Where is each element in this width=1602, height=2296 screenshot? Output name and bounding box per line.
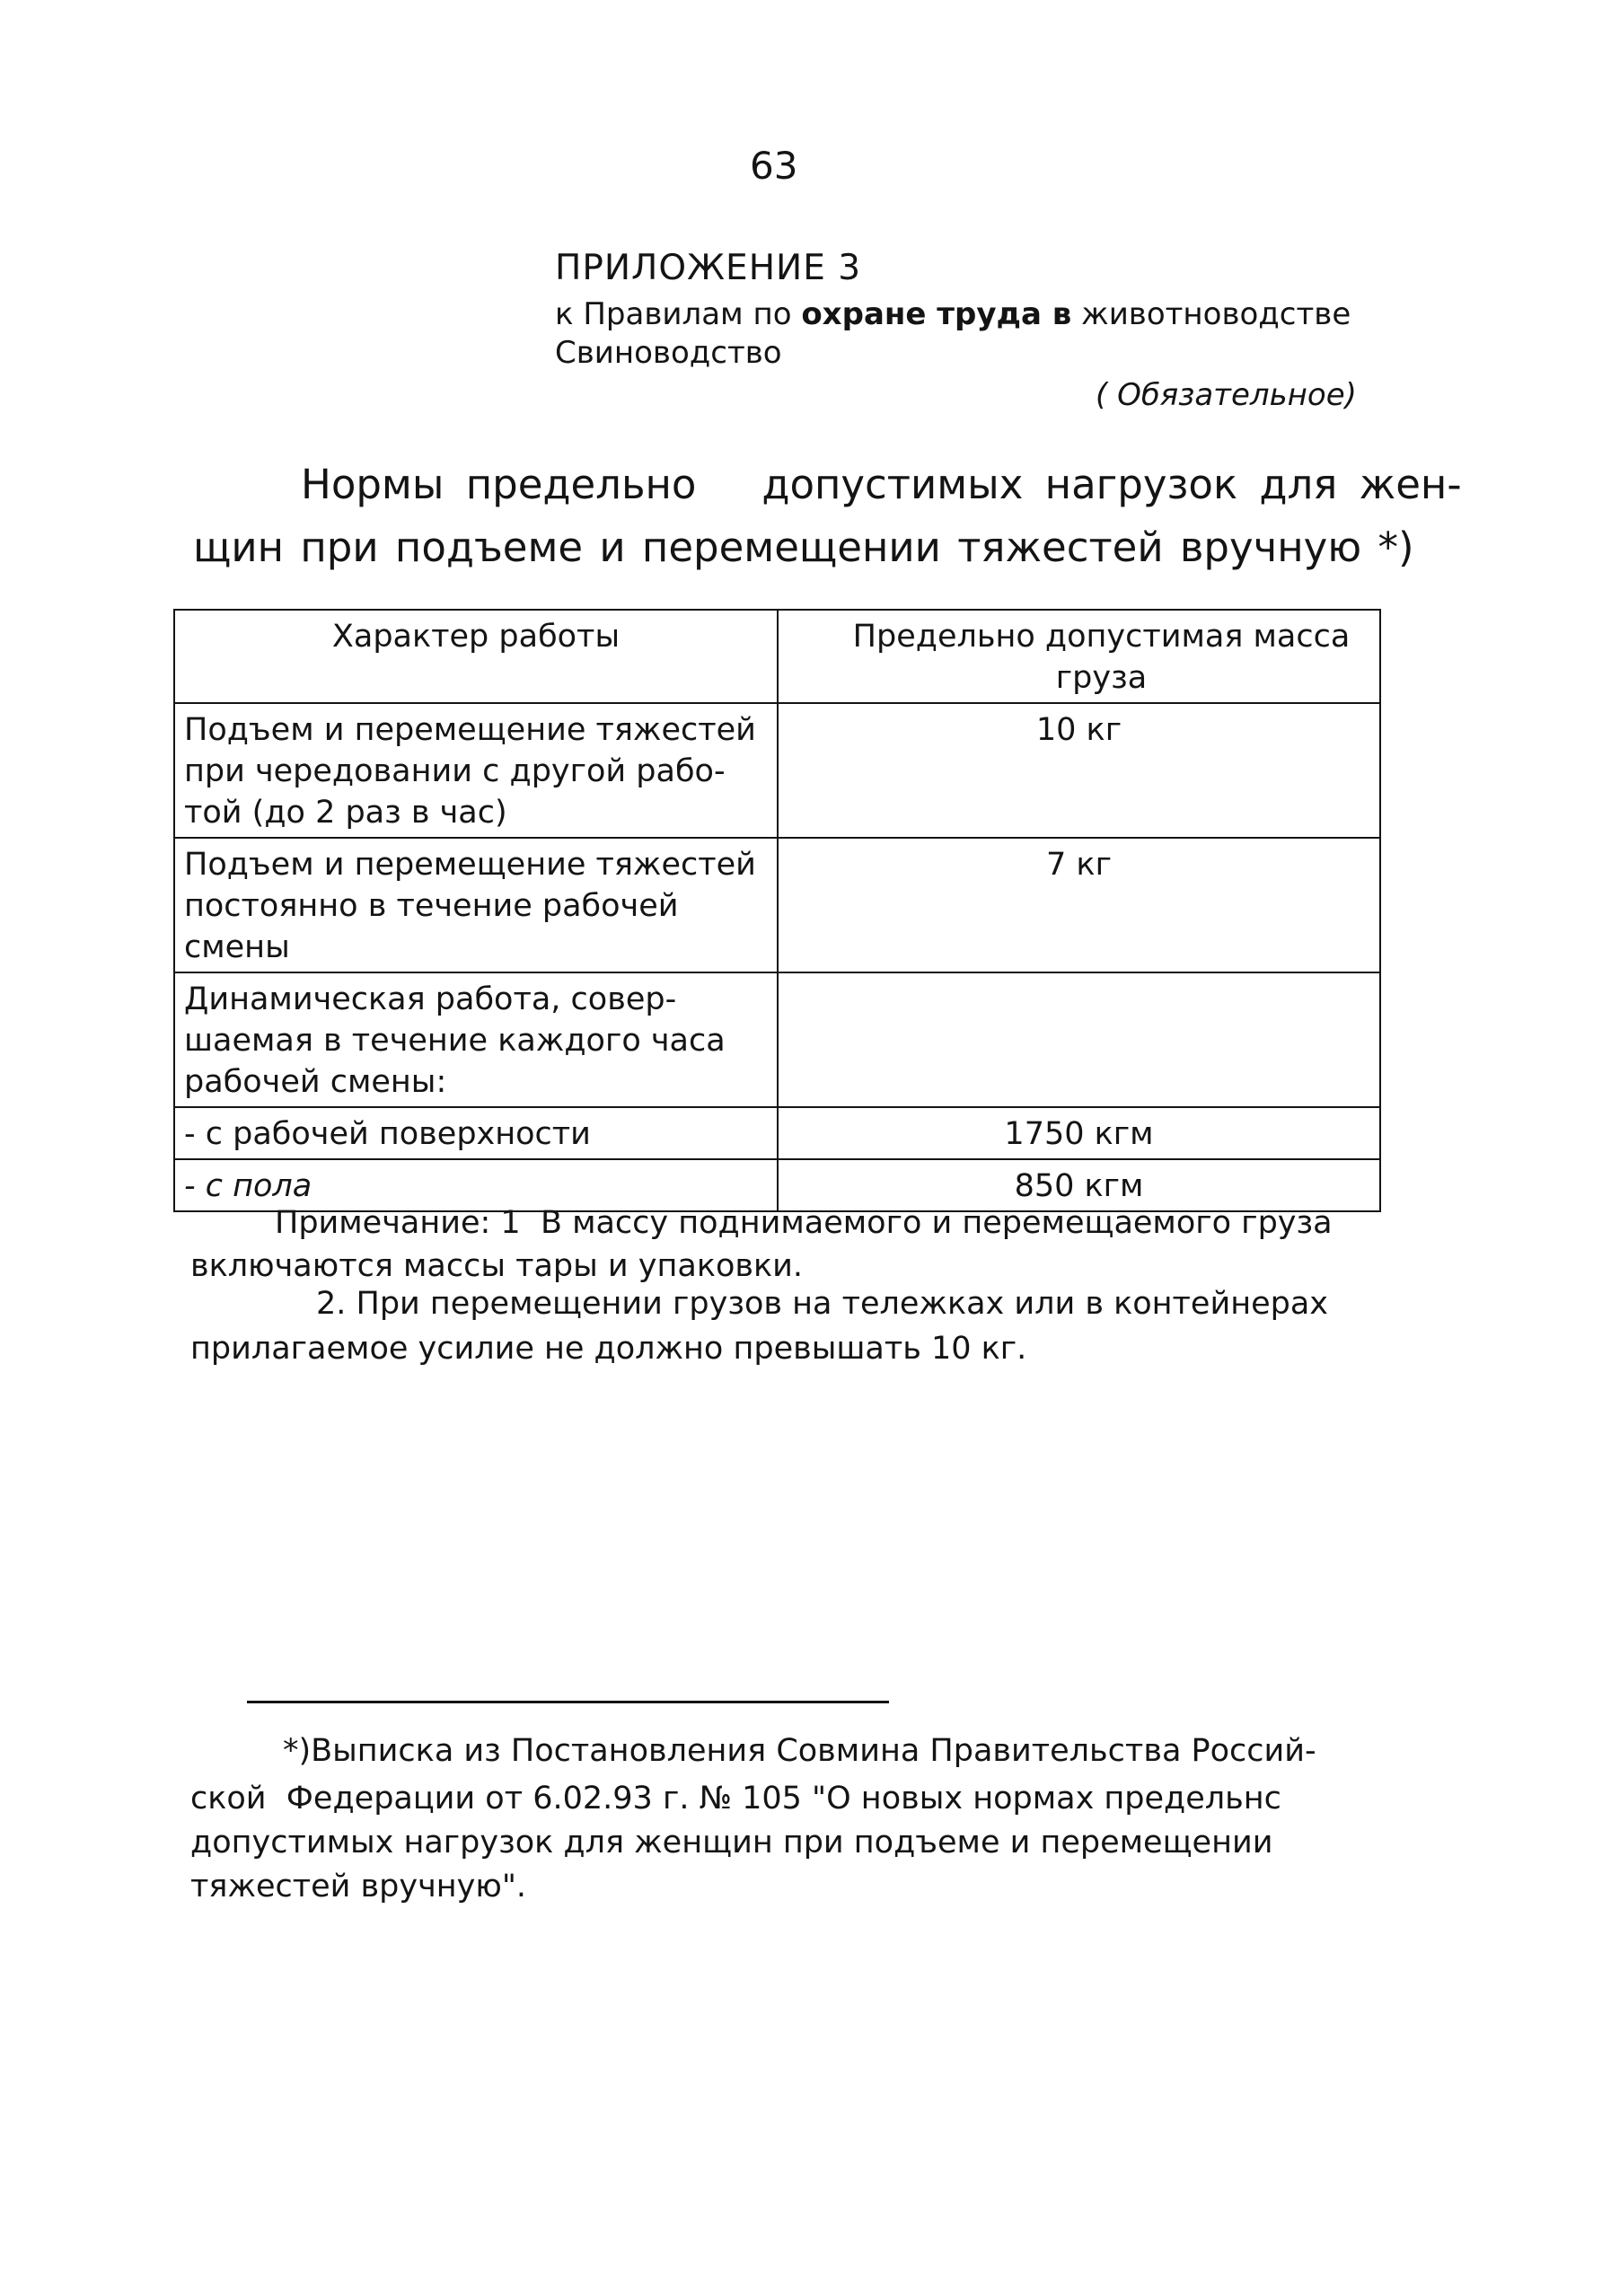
footnote-line-4: тяжестей вручную". [190,1869,527,1905]
status-label: ( Обязательное) [1096,377,1357,413]
document-heading [193,453,1462,579]
table-row [174,1107,1380,1159]
appendix-subtitle [555,296,1351,332]
work-cell: - с пола [174,1159,778,1211]
norms-table [173,609,1381,1212]
footnote-divider [247,1701,889,1703]
heading-line-2: щин при подъеме и перемещении тяжестей вручную *) [193,523,1414,571]
work-cell: Подъем и перемещение тяжестей постоянно в течение рабочей смены [174,838,778,972]
note-2-line-2: прилагаемое усилие не должно превышать 10 кг. [190,1331,1027,1367]
limit-cell: 10 кг [778,703,1380,838]
page-number: 63 [750,144,798,188]
note-1-line-2: включаются массы тары и упаковки. [190,1248,804,1284]
table-row [174,838,1380,972]
limit-cell [778,972,1380,1107]
table-row [174,703,1380,838]
note-1-line-1: Примечание: 1 В массу поднимаемого и перемещаемого груза [275,1205,1333,1241]
subtitle-post: животноводстве [1071,296,1351,332]
section-name: Свиноводство [555,335,782,371]
table-row [174,972,1380,1107]
subtitle-bold: охране труда в [801,296,1072,332]
header-cell-work: Характер работы [174,610,778,703]
header-cell-limit: Предельно допустимая масса груза [778,610,1380,703]
work-cell: Динамическая работа, совер-шаемая в течение каждого часа рабочей смены: [174,972,778,1107]
limit-cell: 7 кг [778,838,1380,972]
table-row [174,1159,1380,1211]
footnote-line-1: *)Выписка из Постановления Совмина Правительства Россий- [283,1733,1316,1769]
appendix-title: ПРИЛОЖЕНИЕ 3 [555,248,862,288]
work-cell: Подъем и перемещение тяжестей при чередовании с другой рабо-той (до 2 раз в час) [174,703,778,838]
limit-cell: 1750 кгм [778,1107,1380,1159]
heading-line-1: Нормы предельно допустимых нагрузок для жен- [301,461,1462,508]
footnote-line-2: ской Федерации от 6.02.93 г. № 105 "О новых нормах предельнс [190,1781,1281,1817]
note-2-line-1: 2. При перемещении грузов на тележках или в контейнерах [316,1286,1329,1322]
work-cell: - с рабочей поверхности [174,1107,778,1159]
subtitle-pre: к Правилам по [555,296,802,332]
footnote-line-3: допустимых нагрузок для женщин при подъеме и перемещении [190,1825,1273,1861]
limit-cell: 850 кгм [778,1159,1380,1211]
table-header-row [174,610,1380,703]
